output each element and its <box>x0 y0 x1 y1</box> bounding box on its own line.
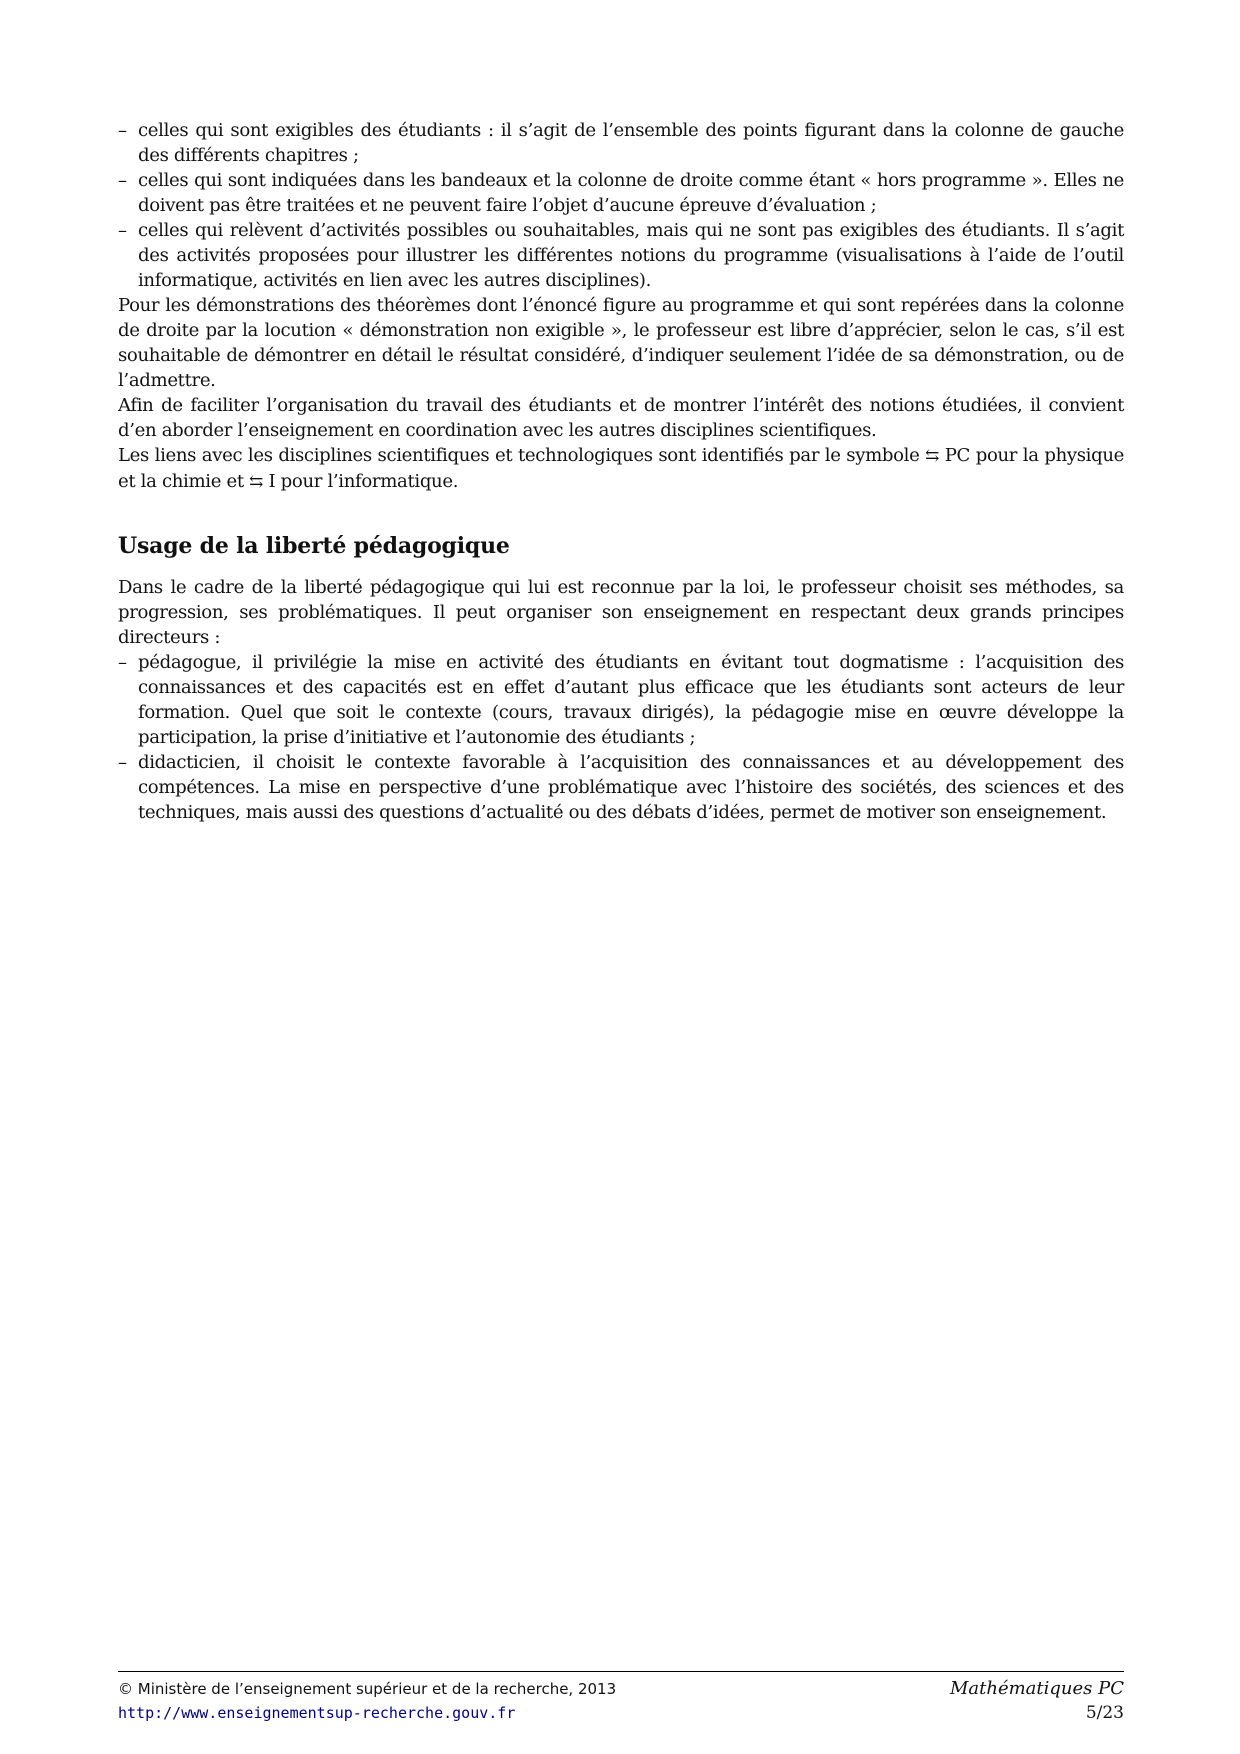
website-link[interactable]: http://www.enseignementsup-recherche.gouv.fr <box>118 1704 516 1722</box>
page-number: 5/23 <box>1085 1703 1124 1723</box>
page-footer <box>118 1671 1124 1725</box>
dash-marker: – <box>118 220 127 241</box>
list-item-text: pédagogue, il privilégie la mise en activité des étudiants en évitant tout dogmatisme : l’acquisition des connaissances et des capacités est en effet d’autant plus efficace que les étudiants sont acteurs de leur formation. Quel que soit le contexte (cours, travaux dirigés), la pédagogie mise en œuvre développe la participation, la prise d’initiative et l’autonomie des étudiants ; <box>138 652 1124 748</box>
list-item <box>118 168 1124 218</box>
list-item-text: didacticien, il choisit le contexte favorable à l’acquisition des connaissances et au développement des compétences. La mise en perspective d’une problématique avec l’histoire des sociétés, des sciences et des techniques, mais aussi des questions d’actualité ou des débats d’idées, permet de motiver son enseignement. <box>138 752 1124 823</box>
liens-text-info: I pour l’informatique. <box>263 471 459 492</box>
paragraph-liens <box>118 443 1124 495</box>
paragraph-coordination: Afin de faciliter l’organisation du travail des étudiants et de montrer l’intérêt des notions étudiées, il convient d’en aborder l’enseignement en coordination avec les autres disciplines scientifiques. <box>118 395 1124 441</box>
section-title: Usage de la liberté pédagogique <box>118 533 510 559</box>
list-item-text: celles qui relèvent d’activités possibles ou souhaitables, mais qui ne sont pas exigibles des étudiants. Il s’agit des activités proposées pour illustrer les différentes notions du programme (visualisations à l’aide de l’outil informatique, activités en lien avec les autres disciplines). <box>138 220 1124 291</box>
page-content <box>118 118 1124 825</box>
list-item-text: celles qui sont exigibles des étudiants : il s’agit de l’ensemble des points figurant dans la colonne de gauche des différents chapitres ; <box>138 120 1124 166</box>
list-item <box>118 750 1124 825</box>
paragraph-demonstrations: Pour les démonstrations des théorèmes dont l’énoncé figure au programme et qui sont repérées dans la colonne de droite par la locution « démonstration non exigible », le professeur est libre d’apprécier, selon le cas, s’il est souhaitable de démontrer en détail le résultat considéré, d’indiquer seulement l’idée de sa démonstration, ou de l’admettre. <box>118 295 1124 391</box>
principes-bullet-list <box>118 650 1124 825</box>
list-item <box>118 218 1124 293</box>
liens-text-1: Les liens avec les disciplines scientifiques et technologiques sont identifiés par le symbole <box>118 445 926 466</box>
dash-marker: – <box>118 120 127 141</box>
dash-marker: – <box>118 652 127 673</box>
paragraph-cadre: Dans le cadre de la liberté pédagogique qui lui est reconnue par la loi, le professeur choisit ses méthodes, sa progression, ses problématiques. Il peut organiser son enseignement en respectant deux grands principes directeurs : <box>118 577 1124 648</box>
list-item <box>118 118 1124 168</box>
document-title: Mathématiques PC <box>949 1678 1124 1699</box>
dash-marker: – <box>118 752 127 773</box>
copyright-notice: © Ministère de l’enseignement supérieur et de la recherche, 2013 <box>118 1680 617 1698</box>
liens-text-pc: PC pour la physique et la chimie et <box>118 445 1125 492</box>
dash-marker: – <box>118 170 127 191</box>
link-arrows-icon: ⇆ <box>925 446 940 466</box>
list-item-text: celles qui sont indiquées dans les bandeaux et la colonne de droite comme étant « hors programme ». Elles ne doivent pas être traitées et ne peuvent faire l’objet d’aucune épreuve d’évaluation ; <box>138 170 1124 216</box>
link-arrows-icon: ⇆ <box>249 472 264 492</box>
list-item <box>118 650 1124 750</box>
intro-bullet-list <box>118 118 1124 293</box>
